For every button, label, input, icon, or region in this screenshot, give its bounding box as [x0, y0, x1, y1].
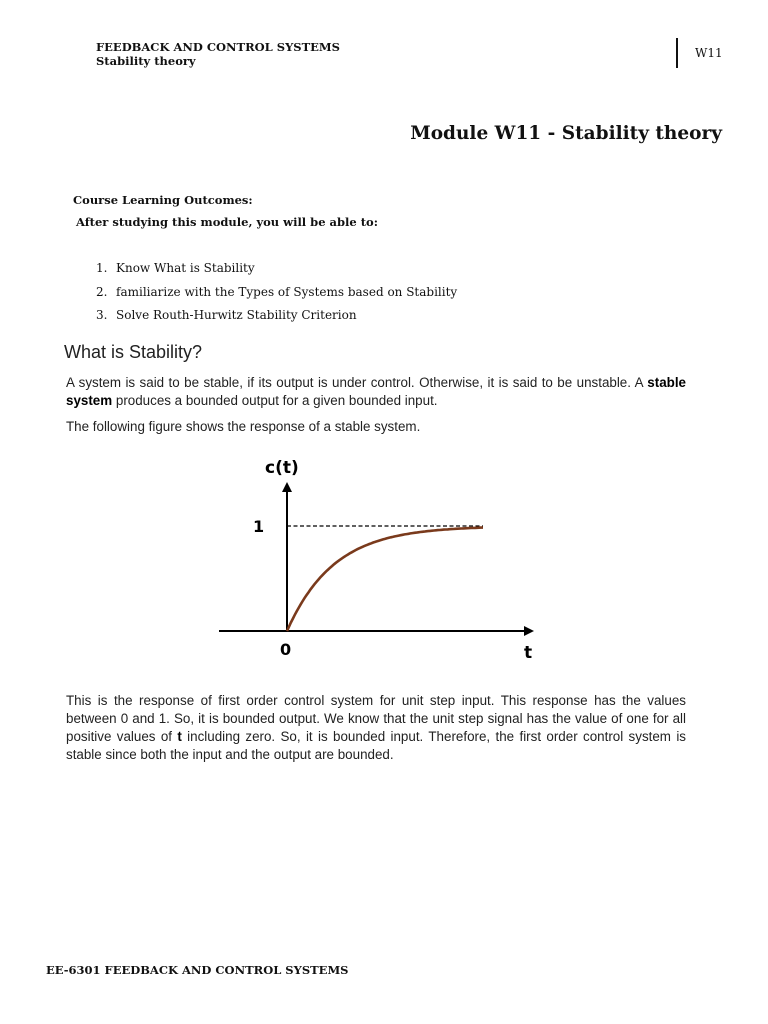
paragraph-explanation — [66, 692, 686, 764]
paragraph-text: This is the response of first order control system for unit step input. This response has the values between 0 and 1. So, it is bounded output. We know that the unit step signal has the value of one for all positive values of — [66, 693, 686, 744]
paragraph-bold-term: stable system — [66, 375, 686, 408]
list-item — [96, 285, 457, 309]
paragraph-definition — [66, 374, 686, 410]
learning-outcomes-heading: Course Learning Outcomes: — [73, 193, 253, 207]
list-item — [96, 261, 457, 285]
footer-course-code: EE-6301 FEEDBACK AND CONTROL SYSTEMS — [46, 963, 349, 977]
header-course-title: FEEDBACK AND CONTROL SYSTEMS — [96, 40, 340, 54]
list-item-text: Solve Routh-Hurwitz Stability Criterion — [116, 308, 357, 322]
learning-outcomes-list — [96, 261, 457, 332]
y-axis-label: c(t) — [265, 458, 299, 478]
paragraph-text: including zero. So, it is bounded input. Therefore, the first order control system is stable since both the input and the output are bounded. — [66, 729, 686, 762]
origin-label: 0 — [280, 640, 292, 659]
x-axis-label: t — [524, 643, 533, 663]
learning-outcomes-intro: After studying this module, you will be able to: — [76, 215, 378, 229]
list-item-text: familiarize with the Types of Systems based on Stability — [116, 284, 458, 299]
header-topic: Stability theory — [96, 54, 196, 68]
paragraph-text: A system is said to be stable, if its output is under control. Otherwise, it is said to be unstable. A — [66, 375, 648, 390]
header-week-code: W11 — [695, 46, 723, 60]
list-item — [96, 308, 457, 332]
header-divider — [676, 38, 678, 68]
paragraph-bold-term: t — [177, 729, 182, 744]
paragraph-figure-intro: The following figure shows the response of a stable system. — [66, 419, 421, 434]
list-item-number: 2. — [96, 284, 108, 299]
list-item-text: Know What is Stability — [116, 261, 255, 275]
response-curve — [287, 528, 483, 631]
list-item-number: 1. — [96, 261, 108, 275]
level-label: 1 — [253, 517, 265, 536]
stable-response-figure — [200, 448, 550, 673]
section-heading: What is Stability? — [64, 342, 203, 362]
module-title: Module W11 - Stability theory — [410, 123, 722, 144]
paragraph-text: produces a bounded output for a given bounded input. — [112, 393, 438, 408]
list-item-number: 3. — [96, 308, 108, 322]
